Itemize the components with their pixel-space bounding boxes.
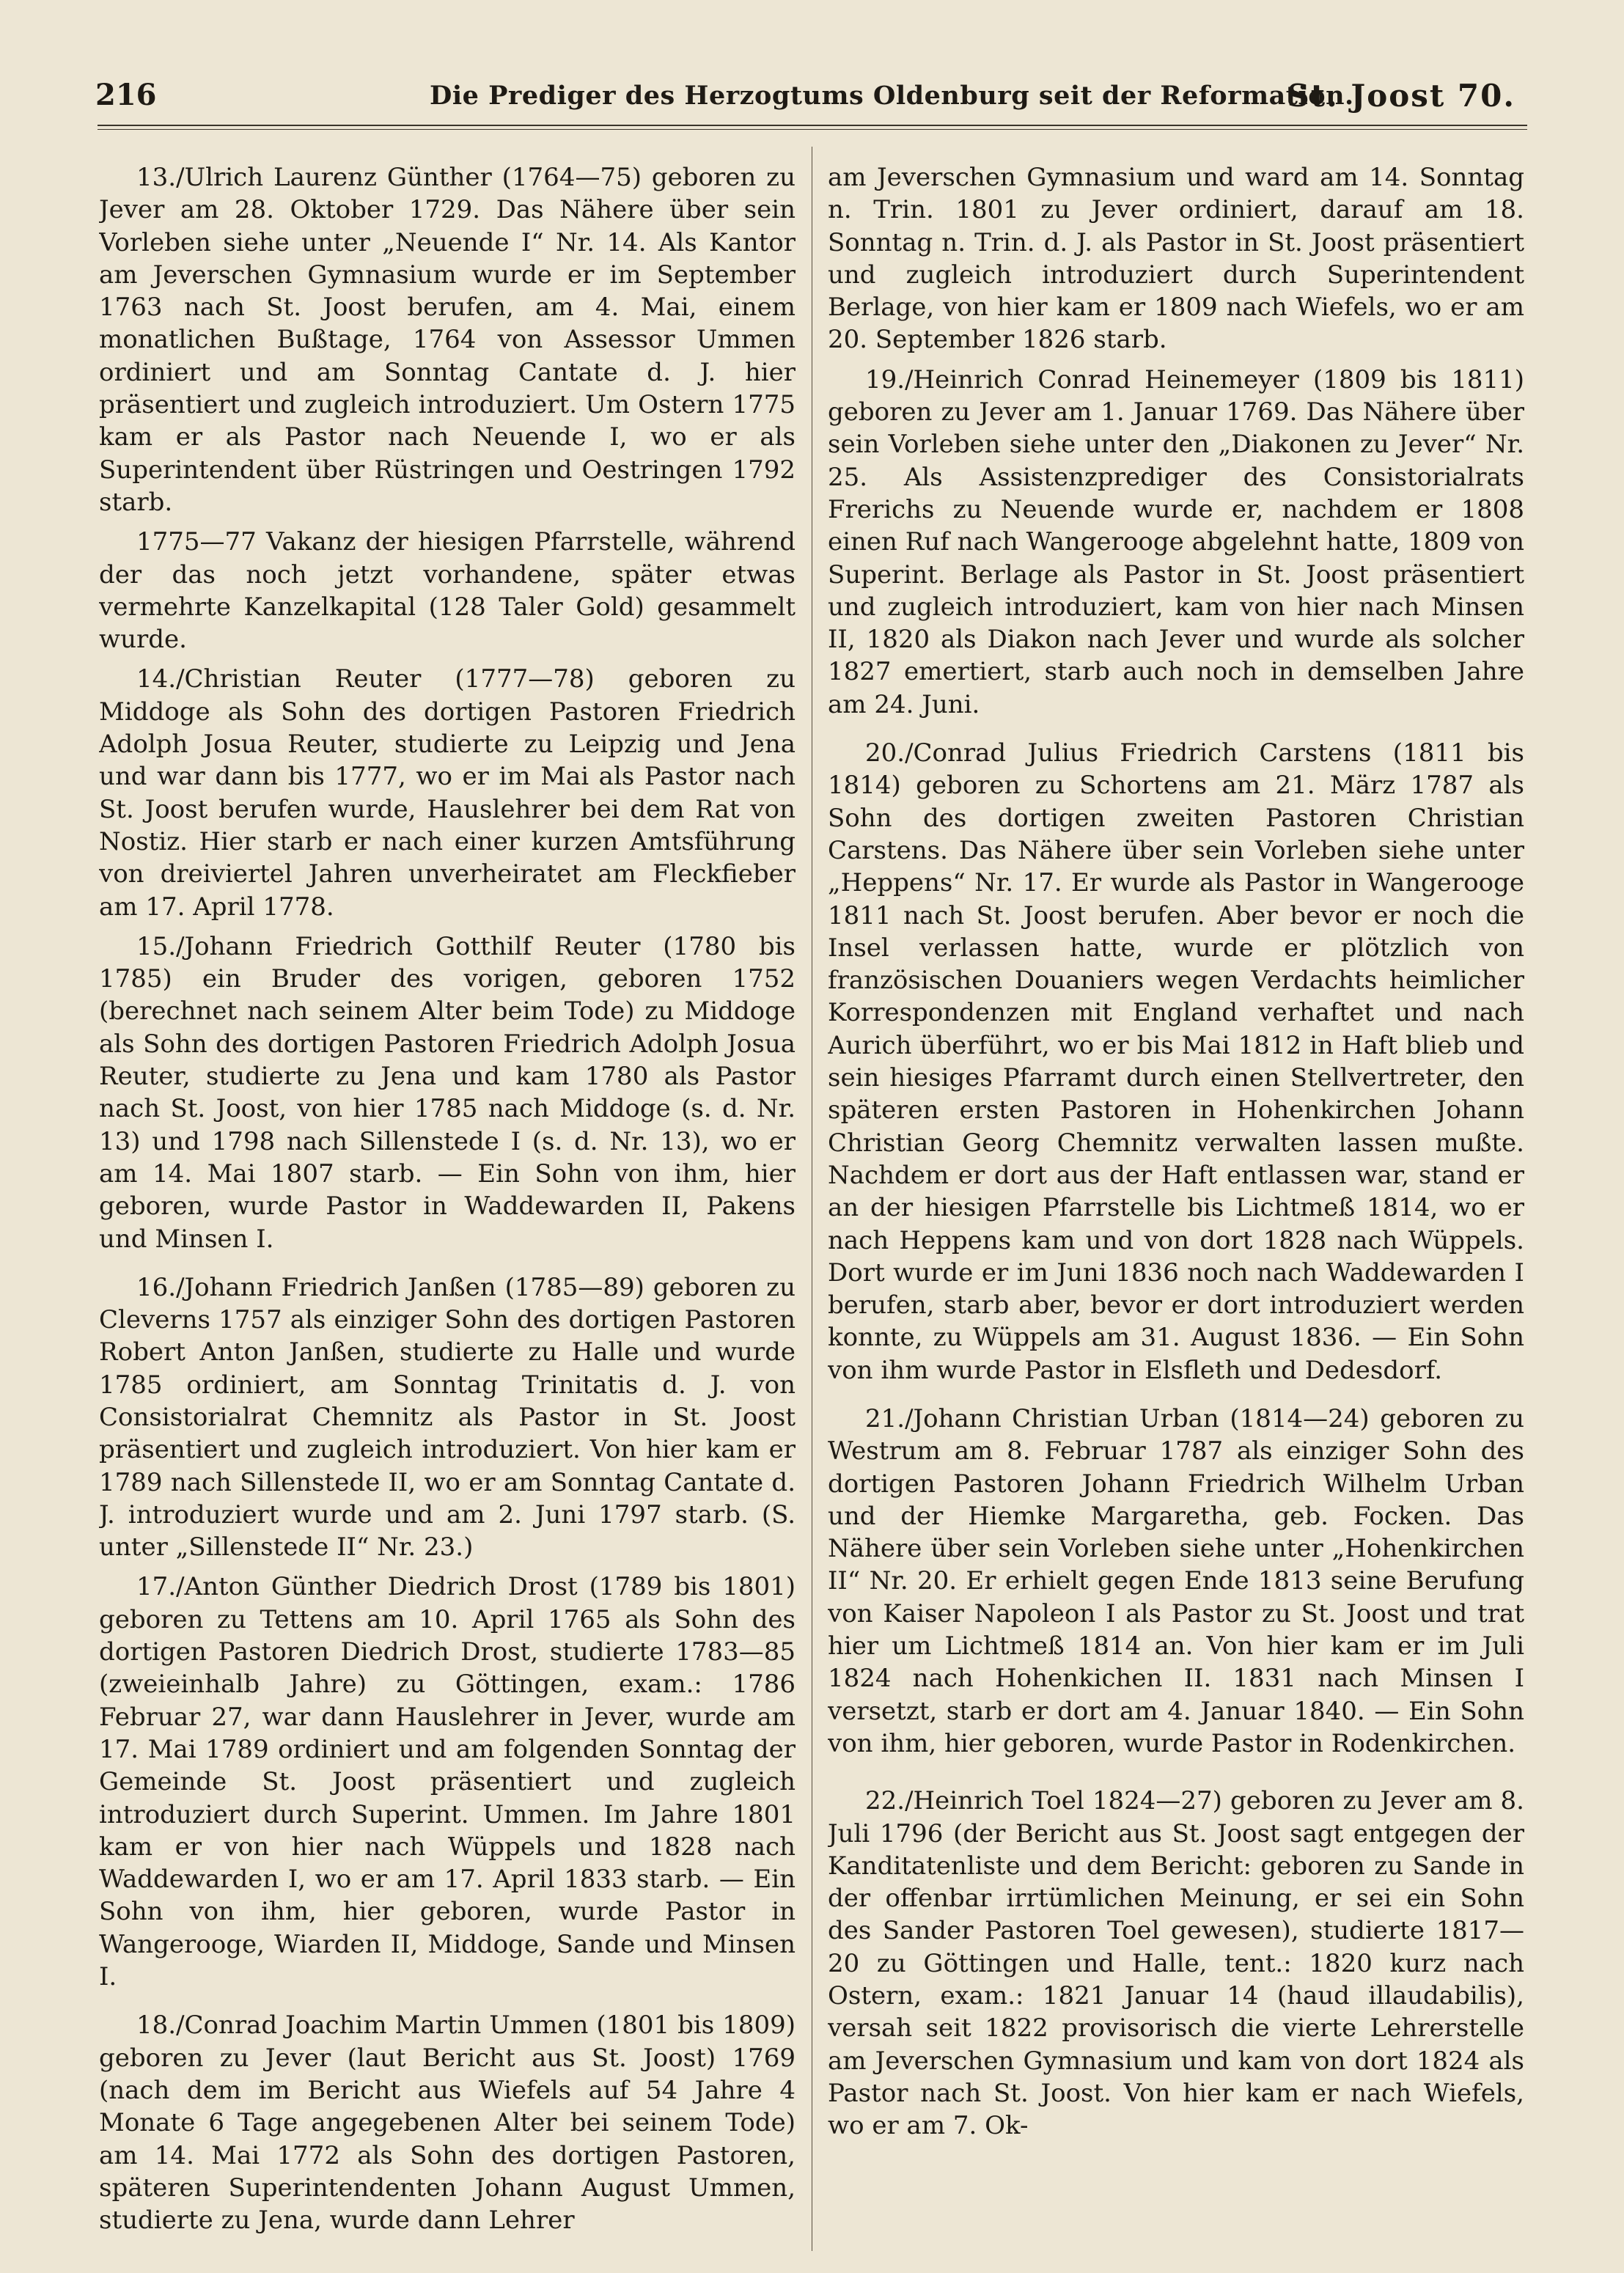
left-column: [99, 161, 796, 2251]
entry-14-reuter: 14./Christian Reuter (1777—78) geboren zu Middoge als Sohn des dortigen Pastoren Friedrich Adolph Josua Reuter, studierte zu Leipzig und Jena und war dann bis 1777, wo er im Mai als Pastor nach St. Joost berufen wurde, Hauslehrer bei dem Rat von Nostiz. Hier starb er nach einer kurzen Amtsführung von dreiviertel Jahren unverheiratet am Fleckfieber am 17. April 1778.: [99, 664, 796, 922]
header-rule: [98, 125, 1527, 126]
entry-18-continued: am Jeverschen Gymnasium und ward am 14. Sonntag n. Trin. 1801 zu Jever ordiniert, darauf am 18. Sonntag n. Trin. d. J. als Pastor in St. Joost präsentiert und zugleich introduziert durch Superintendent Berlage, von hier kam er 1809 nach Wiefels, wo er am 20. September 1826 starb.: [828, 163, 1524, 355]
entry-21-urban: 21./Johann Christian Urban (1814—24) geboren zu Westrum am 8. Februar 1787 als einziger Sohn des dortigen Pastoren Johann Friedrich Wilhelm Urban und der Hiemke Margaretha, geb. Focken. Das Nähere über sein Vorleben siehe unter „Hohenkirchen II“ Nr. 20. Er erhielt gegen Ende 1813 seine Berufung von Kaiser Napoleon I als Pastor zu St. Joost und trat hier um Lichtmeß 1814 an. Von hier kam er im Juli 1824 nach Hohenkichen II. 1831 nach Minsen I versetzt, starb er dort am 4. Januar 1840. — Ein Sohn von ihm, hier geboren, wurde Pastor in Rodenkirchen.: [828, 1403, 1524, 1758]
section-heading: St. Joost 70.: [1287, 78, 1515, 114]
entry-13-guenther: 13./Ulrich Laurenz Günther (1764—75) geboren zu Jever am 28. Oktober 1729. Das Nähere über sein Vorleben siehe unter „Neuende I“ Nr. 14. Als Kantor am Jeverschen Gymnasium wurde er im September 1763 nach St. Joost berufen, am 4. Mai, einem monatlichen Bußtage, 1764 von Assessor Ummen ordiniert und am Sonntag Cantate d. J. hier präsentiert und zugleich introduziert. Um Ostern 1775 kam er als Pastor nach Neuende I, wo er als Superintendent über Rüstringen und Oestringen 1792 starb.: [99, 163, 796, 517]
entry-17-drost: 17./Anton Günther Diedrich Drost (1789 bis 1801) geboren zu Tettens am 10. April 1765 als Sohn des dortigen Pastoren Diedrich Drost, studierte 1783—85 (zweieinhalb Jahre) zu Göttingen, exam.: 1786 Februar 27, war dann Hauslehrer in Jever, wurde am 17. Mai 1789 ordiniert und am folgenden Sonntag der Gemeinde St. Joost präsentiert und zugleich introduziert durch Superint. Ummen. Im Jahre 1801 kam er von hier nach Wüppels und 1828 nach Waddewarden I, wo er am 17. April 1833 starb. — Ein Sohn von ihm, hier geboren, wurde Pastor in Wangerooge, Wiarden II, Middoge, Sande und Minsen I.: [99, 1572, 796, 1992]
page-number: 216: [95, 78, 157, 112]
entry-19-heinemeyer: 19./Heinrich Conrad Heinemeyer (1809 bis 1811) geboren zu Jever am 1. Januar 1769. Das Nähere über sein Vorleben siehe unter den „Diakonen zu Jever“ Nr. 25. Als Assistenzprediger des Consistorialrats Frerichs zu Neuende wurde er, nachdem er 1808 einen Ruf nach Wangerooge abgelehnt hatte, 1809 von Superint. Berlage als Pastor in St. Joost präsentiert und zugleich introduziert, kam von hier nach Minsen II, 1820 als Diakon nach Jever und wurde als solcher 1827 emertiert, starb auch noch in demselben Jahre am 24. Juni.: [828, 364, 1524, 719]
header-rule-thin: [98, 129, 1527, 130]
entry-16-janssen: 16./Johann Friedrich Janßen (1785—89) geboren zu Cleverns 1757 als einziger Sohn des dortigen Pastoren Robert Anton Janßen, studierte zu Halle und wurde 1785 ordiniert, am Sonntag Trinitatis d. J. von Consistorialrat Chemnitz als Pastor in St. Joost präsentiert und zugleich introduziert. Von hier kam er 1789 nach Sillenstede II, wo er am Sonntag Cantate d. J. introduziert wurde und am 2. Juni 1797 starb. (S. unter „Sillenstede II“ Nr. 23.): [99, 1272, 796, 1563]
entry-15-reuter: 15./Johann Friedrich Gotthilf Reuter (1780 bis 1785) ein Bruder des vorigen, geboren 1752 (berechnet nach seinem Alter beim Tode) zu Middoge als Sohn des dortigen Pastoren Friedrich Adolph Josua Reuter, studierte zu Jena und kam 1780 als Pastor nach St. Joost, von hier 1785 nach Middoge (s. d. Nr. 13) und 1798 nach Sillenstede I (s. d. Nr. 13), wo er am 14. Mai 1807 starb. — Ein Sohn von ihm, hier geboren, wurde Pastor in Waddewarden II, Pakens und Minsen I.: [99, 931, 796, 1254]
running-title: Die Prediger des Herzogtums Oldenburg seit der Reformation.: [430, 81, 1354, 111]
right-column: [828, 161, 1524, 2251]
entry-20-carstens: 20./Conrad Julius Friedrich Carstens (1811 bis 1814) geboren zu Schortens am 21. März 1787 als Sohn des dortigen zweiten Pastoren Christian Carstens. Das Nähere über sein Vorleben siehe unter „Heppens“ Nr. 17. Er wurde als Pastor in Wangerooge 1811 nach St. Joost berufen. Aber bevor er noch die Insel verlassen hatte, wurde er plötzlich von französischen Douaniers wegen Verdachts heimlicher Korrespondenzen mit England verhaftet und nach Aurich überführt, wo er bis Mai 1812 in Haft blieb und sein hiesiges Pfarramt durch einen Stellvertreter, den späteren ersten Pastoren in Hohenkirchen Johann Christian Georg Chemnitz verwalten lassen mußte. Nachdem er dort aus der Haft entlassen war, stand er an der hiesigen Pfarrstelle bis Lichtmeß 1814, wo er nach Heppens kam und von dort 1828 nach Wüppels. Dort wurde er im Juni 1836 noch nach Waddewarden I berufen, starb aber, bevor er dort introduziert werden konnte, zu Wüppels am 31. August 1836. — Ein Sohn von ihm wurde Pastor in Elsfleth und Dedesdorf.: [828, 738, 1524, 1385]
vacancy-note: 1775—77 Vakanz der hiesigen Pfarrstelle, während der das noch jetzt vorhandene, später etwas vermehrte Kanzelkapital (128 Taler Gold) gesammelt wurde.: [99, 527, 796, 655]
entry-22-toel: 22./Heinrich Toel 1824—27) geboren zu Jever am 8. Juli 1796 (der Bericht aus St. Joost sagt entgegen der Kanditatenliste und dem Bericht: geboren zu Sande in der offenbar irrtümlichen Meinung, er sei ein Sohn des Sander Pastoren Toel gewesen), studierte 1817—20 zu Göttingen und Halle, tent.: 1820 kurz nach Ostern, exam.: 1821 Januar 14 (haud illaudabilis), versah seit 1822 provisorisch die vierte Lehrerstelle am Jeverschen Gymnasium und kam von dort 1824 als Pastor nach St. Joost. Von hier kam er nach Wiefels, wo er am 7. Ok-: [828, 1786, 1524, 2141]
entry-18-ummen: 18./Conrad Joachim Martin Ummen (1801 bis 1809) geboren zu Jever (laut Bericht aus St. Joost) 1769 (nach dem im Bericht aus Wiefels auf 54 Jahre 4 Monate 6 Tage angegebenen Alter bei seinem Tode) am 14. Mai 1772 als Sohn des dortigen Pastoren, späteren Superintendenten Johann August Ummen, studierte zu Jena, wurde dann Lehrer: [99, 2011, 796, 2236]
